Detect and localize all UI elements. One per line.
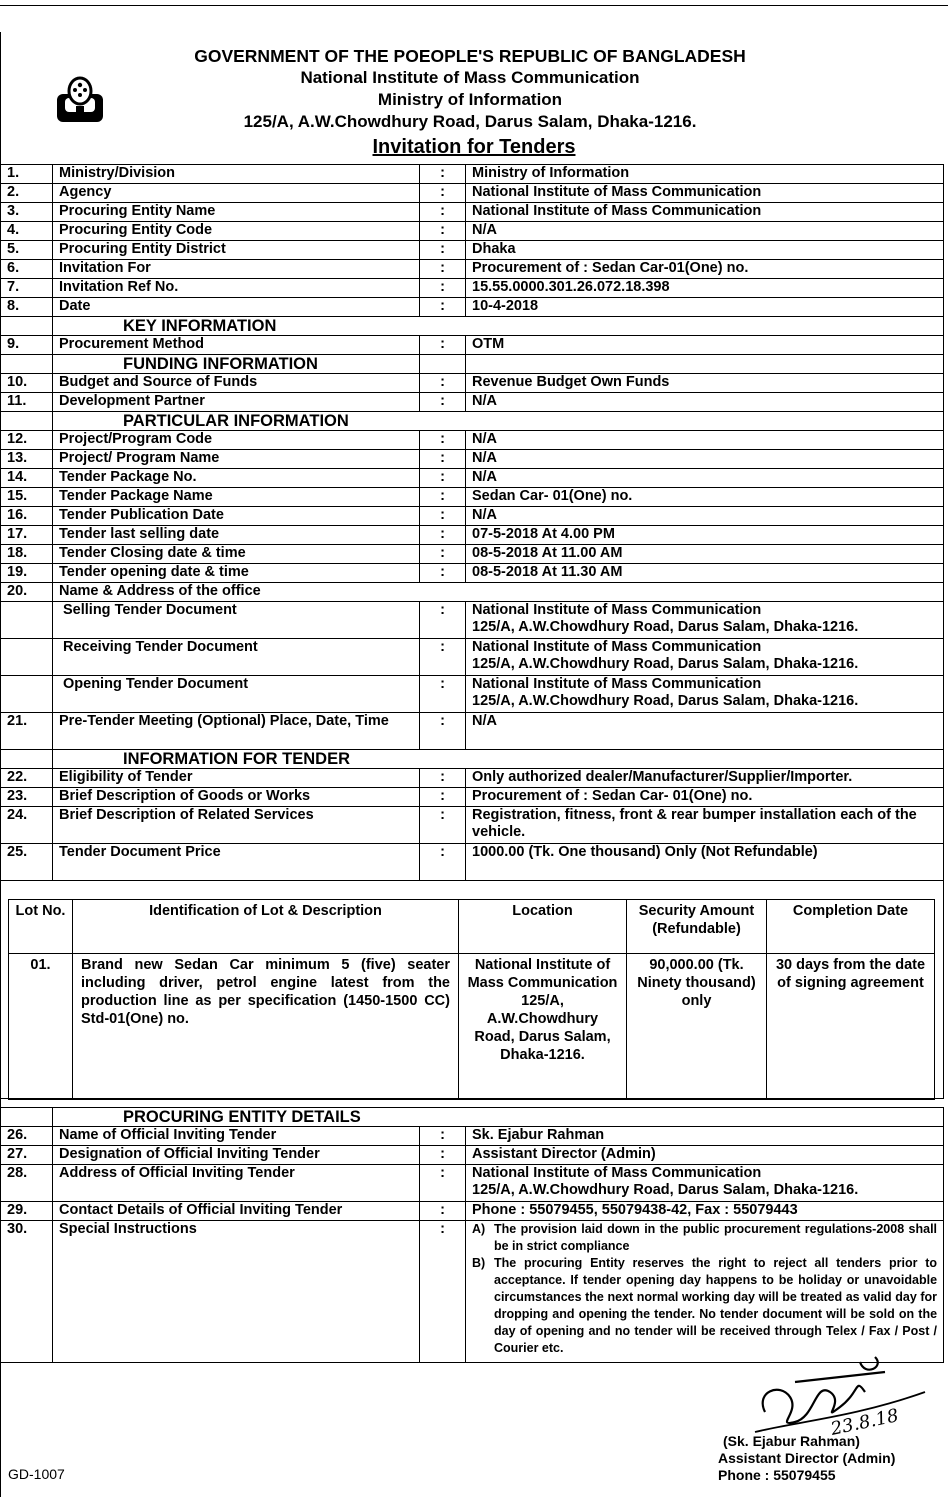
colon-separator: : (420, 507, 466, 526)
value-line-2: 125/A, A.W.Chowdhury Road, Darus Salam, Dhaka-1216. (472, 656, 859, 672)
row-value: Phone : 55079455, 55079438-42, Fax : 55079443 (466, 1202, 944, 1221)
value-line-1: National Institute of Mass Communication (472, 602, 762, 618)
table-row (1, 769, 944, 788)
lot-completion-date: 30 days from the date of signing agreement (767, 954, 935, 1100)
row-number: 26. (1, 1127, 53, 1146)
colon-separator: : (420, 222, 466, 241)
row-value: N/A (466, 469, 944, 488)
lot-no-header: Lot No. (9, 900, 73, 954)
lot-security-header: Security Amount (Refundable) (627, 900, 767, 954)
lot-completion-header: Completion Date (767, 900, 935, 954)
row-value (466, 639, 944, 676)
table-row (1, 298, 944, 317)
value-cell (466, 355, 944, 374)
row-label: Selling Tender Document (53, 602, 420, 639)
row-label: Invitation For (53, 260, 420, 279)
signature-date: 23.8.18 (828, 1405, 901, 1440)
section-number-cell (1, 1108, 53, 1127)
institute-address: 125/A, A.W.Chowdhury Road, Darus Salam, Dhaka-1216. (243, 112, 697, 131)
colon-separator: : (420, 1165, 466, 1202)
row-value: N/A (466, 450, 944, 469)
value-line-2: 125/A, A.W.Chowdhury Road, Darus Salam, Dhaka-1216. (472, 693, 859, 709)
colon-separator: : (420, 676, 466, 713)
procuring-entity-table (0, 1107, 944, 1363)
row-label: Tender Document Price (53, 844, 420, 881)
row-value: 1000.00 (Tk. One thousand) Only (Not Refundable) (466, 844, 944, 881)
row-number: 3. (1, 203, 53, 222)
table-row (1, 241, 944, 260)
row-label: Procuring Entity District (53, 241, 420, 260)
colon-separator: : (420, 1221, 466, 1363)
row-value: Revenue Budget Own Funds (466, 374, 944, 393)
row-value: Dhaka (466, 241, 944, 260)
signature-scribble (735, 1352, 935, 1442)
colon-separator: : (420, 602, 466, 639)
row-value (466, 602, 944, 639)
section-procuring-entity-details: PROCURING ENTITY DETAILS (53, 1108, 944, 1127)
row-value: Procurement of : Sedan Car-01(One) no. (466, 260, 944, 279)
row-label: Project/ Program Name (53, 450, 420, 469)
colon-separator: : (420, 336, 466, 355)
table-row (1, 450, 944, 469)
row-number: 23. (1, 788, 53, 807)
row-label: Pre-Tender Meeting (Optional) Place, Date, Time (53, 713, 420, 750)
table-row (1, 1165, 944, 1202)
row-number: 10. (1, 374, 53, 393)
table-row (1, 222, 944, 241)
nimc-logo-icon (55, 76, 105, 124)
instruction-text: The procuring Entity reserves the right to reject all tenders prior to acceptance. If tender opening day happens to be holiday or unavoidable circumstances the next normal working day will be treated as valid day for dropping and opening the tender. No tender document will be sold on the day of opening and no tender will be received through Telex / Fax / Post / Courier etc. (494, 1256, 938, 1355)
row-number: 25. (1, 844, 53, 881)
value-line-2: 125/A, A.W.Chowdhury Road, Darus Salam, Dhaka-1216. (472, 1182, 859, 1198)
colon-separator: : (420, 279, 466, 298)
colon-separator: : (420, 1202, 466, 1221)
row-number: 24. (1, 807, 53, 844)
row-number: 12. (1, 431, 53, 450)
table-row (1, 488, 944, 507)
row-number: 27. (1, 1146, 53, 1165)
table-row (1, 844, 944, 881)
row-label: Contact Details of Official Inviting Tender (53, 1202, 420, 1221)
colon-separator: : (420, 545, 466, 564)
table-row (1, 1127, 944, 1146)
colon-separator: : (420, 450, 466, 469)
row-number: 28. (1, 1165, 53, 1202)
table-row (1, 639, 944, 676)
table-row (1, 583, 944, 602)
colon-separator: : (420, 298, 466, 317)
row-number: 2. (1, 184, 53, 203)
table-row (1, 469, 944, 488)
colon-separator: : (420, 165, 466, 184)
row-label: Tender Closing date & time (53, 545, 420, 564)
row-label: Brief Description of Related Services (53, 807, 420, 844)
lot-description: Brand new Sedan Car minimum 5 (five) seater including driver, petrol engine latest from the production line as per specification (1450-1500 CC) Std-01(One) no. (73, 954, 459, 1100)
colon-separator: : (420, 393, 466, 412)
table-row (1, 184, 944, 203)
colon-separator: : (420, 639, 466, 676)
row-number: 29. (1, 1202, 53, 1221)
row-number: 9. (1, 336, 53, 355)
instruction-b (472, 1255, 937, 1357)
row-number (1, 639, 53, 676)
table-row (1, 260, 944, 279)
row-label: Special Instructions (53, 1221, 420, 1363)
value-line-2: 125/A, A.W.Chowdhury Road, Darus Salam, Dhaka-1216. (472, 619, 859, 635)
row-value: 08-5-2018 At 11.30 AM (466, 564, 944, 583)
row-number: 13. (1, 450, 53, 469)
colon-separator: : (420, 241, 466, 260)
instruction-marker: A) (472, 1222, 486, 1236)
instruction-marker: B) (472, 1256, 486, 1270)
row-value: National Institute of Mass Communication (466, 184, 944, 203)
row-label: Ministry/Division (53, 165, 420, 184)
colon-separator: : (420, 203, 466, 222)
row-value: Sedan Car- 01(One) no. (466, 488, 944, 507)
table-row (1, 676, 944, 713)
section-row (1, 1108, 944, 1127)
colon-separator: : (420, 469, 466, 488)
row-number: 17. (1, 526, 53, 545)
table-row (1, 1202, 944, 1221)
section-information-for-tender: INFORMATION FOR TENDER (53, 750, 944, 769)
table-row (1, 336, 944, 355)
row-value: Procurement of : Sedan Car- 01(One) no. (466, 788, 944, 807)
table-row (1, 374, 944, 393)
table-row (1, 165, 944, 184)
row-label: Name of Official Inviting Tender (53, 1127, 420, 1146)
value-line-1: National Institute of Mass Communication (472, 676, 762, 692)
row-value: Assistant Director (Admin) (466, 1146, 944, 1165)
row-label: Tender Package No. (53, 469, 420, 488)
letterhead (140, 45, 800, 133)
row-value: National Institute of Mass Communication (466, 203, 944, 222)
table-row (1, 602, 944, 639)
section-number-cell (1, 412, 53, 431)
row-label: Eligibility of Tender (53, 769, 420, 788)
row-number: 18. (1, 545, 53, 564)
lot-no: 01. (9, 954, 73, 1100)
colon-separator: : (420, 488, 466, 507)
section-number-cell (1, 355, 53, 374)
row-number: 19. (1, 564, 53, 583)
row-number: 5. (1, 241, 53, 260)
colon-cell (420, 355, 466, 374)
row-label: Name & Address of the office (53, 583, 944, 602)
ministry-name: Ministry of Information (377, 90, 563, 109)
lot-location: National Institute of Mass Communication 125/A, A.W.Chowdhury Road, Darus Salam, Dhaka-1216. (459, 954, 627, 1100)
lot-desc-header: Identification of Lot & Description (73, 900, 459, 954)
row-value: N/A (466, 507, 944, 526)
table-row (1, 545, 944, 564)
row-label: Procuring Entity Code (53, 222, 420, 241)
table-row (1, 526, 944, 545)
table-row (1, 1146, 944, 1165)
row-label: Date (53, 298, 420, 317)
page-title: Invitation for Tenders (372, 136, 576, 158)
row-number: 4. (1, 222, 53, 241)
colon-separator: : (420, 526, 466, 545)
table-row (1, 393, 944, 412)
row-label: Invitation Ref No. (53, 279, 420, 298)
signatory-designation: Assistant Director (Admin) (718, 1450, 896, 1466)
row-number: 8. (1, 298, 53, 317)
value-line-1: National Institute of Mass Communication (472, 1165, 762, 1181)
row-number: 21. (1, 713, 53, 750)
row-number (1, 676, 53, 713)
signature-block (718, 1433, 895, 1484)
table-row (1, 507, 944, 526)
row-value: Sk. Ejabur Rahman (466, 1127, 944, 1146)
lot-row (9, 954, 935, 1100)
row-value: OTM (466, 336, 944, 355)
row-label: Procuring Entity Name (53, 203, 420, 222)
colon-separator: : (420, 807, 466, 844)
row-number: 14. (1, 469, 53, 488)
row-number: 6. (1, 260, 53, 279)
row-label: Budget and Source of Funds (53, 374, 420, 393)
row-label: Tender last selling date (53, 526, 420, 545)
row-number: 22. (1, 769, 53, 788)
table-row (1, 807, 944, 844)
table-row (1, 431, 944, 450)
section-funding-information: FUNDING INFORMATION (53, 355, 420, 374)
footer-code: GD-1007 (8, 1466, 65, 1482)
row-number: 15. (1, 488, 53, 507)
row-label: Development Partner (53, 393, 420, 412)
signatory-name: (Sk. Ejabur Rahman) (723, 1433, 860, 1449)
row-label: Opening Tender Document (53, 676, 420, 713)
row-label: Tender Publication Date (53, 507, 420, 526)
lot-header-row (9, 900, 935, 954)
section-number-cell (1, 317, 53, 336)
colon-separator: : (420, 564, 466, 583)
row-value: Only authorized dealer/Manufacturer/Supplier/Importer. (466, 769, 944, 788)
table-row (1, 564, 944, 583)
table-row (1, 203, 944, 222)
section-row (1, 355, 944, 374)
row-number: 16. (1, 507, 53, 526)
row-value: Ministry of Information (466, 165, 944, 184)
colon-separator: : (420, 1146, 466, 1165)
table-row (1, 713, 944, 750)
row-number: 20. (1, 583, 53, 602)
table-row (1, 279, 944, 298)
top-rule (0, 5, 948, 6)
colon-separator: : (420, 1127, 466, 1146)
row-value: Registration, fitness, front & rear bumper installation each of the vehicle. (466, 807, 944, 844)
special-instructions (466, 1221, 944, 1363)
row-label: Agency (53, 184, 420, 203)
lot-table (8, 899, 935, 1100)
row-value (466, 676, 944, 713)
lot-location-header: Location (459, 900, 627, 954)
row-value: N/A (466, 222, 944, 241)
section-row (1, 412, 944, 431)
row-label: Tender opening date & time (53, 564, 420, 583)
table-row (1, 788, 944, 807)
colon-separator: : (420, 431, 466, 450)
colon-separator: : (420, 788, 466, 807)
row-number: 1. (1, 165, 53, 184)
row-label: Tender Package Name (53, 488, 420, 507)
row-label: Procurement Method (53, 336, 420, 355)
section-particular-information: PARTICULAR INFORMATION (53, 412, 944, 431)
row-value: N/A (466, 713, 944, 750)
colon-separator: : (420, 374, 466, 393)
row-label: Receiving Tender Document (53, 639, 420, 676)
section-number-cell (1, 750, 53, 769)
govt-heading: GOVERNMENT OF THE POEOPLE'S REPUBLIC OF BANGLADESH (194, 46, 746, 66)
colon-separator: : (420, 260, 466, 279)
row-value: 07-5-2018 At 4.00 PM (466, 526, 944, 545)
section-row (1, 317, 944, 336)
colon-separator: : (420, 184, 466, 203)
instruction-a (472, 1221, 937, 1255)
table-row (1, 1221, 944, 1363)
section-key-information: KEY INFORMATION (53, 317, 944, 336)
row-label: Brief Description of Goods or Works (53, 788, 420, 807)
row-label: Project/Program Code (53, 431, 420, 450)
row-value: N/A (466, 431, 944, 450)
row-label: Designation of Official Inviting Tender (53, 1146, 420, 1165)
lot-security-amount: 90,000.00 (Tk. Ninety thousand) only (627, 954, 767, 1100)
signatory-phone: Phone : 55079455 (718, 1467, 836, 1483)
section-row (1, 750, 944, 769)
row-value: N/A (466, 393, 944, 412)
row-label: Address of Official Inviting Tender (53, 1165, 420, 1202)
row-number: 30. (1, 1221, 53, 1363)
institute-name: National Institute of Mass Communication (300, 68, 640, 87)
row-number: 7. (1, 279, 53, 298)
row-value: 15.55.0000.301.26.072.18.398 (466, 279, 944, 298)
colon-separator: : (420, 844, 466, 881)
colon-separator: : (420, 769, 466, 788)
row-number (1, 602, 53, 639)
instruction-text: The provision laid down in the public procurement regulations-2008 shall be in strict compliance (494, 1222, 938, 1253)
row-number: 11. (1, 393, 53, 412)
row-value: 08-5-2018 At 11.00 AM (466, 545, 944, 564)
row-value: 10-4-2018 (466, 298, 944, 317)
value-line-1: National Institute of Mass Communication (472, 639, 762, 655)
row-value (466, 1165, 944, 1202)
colon-separator: : (420, 713, 466, 750)
